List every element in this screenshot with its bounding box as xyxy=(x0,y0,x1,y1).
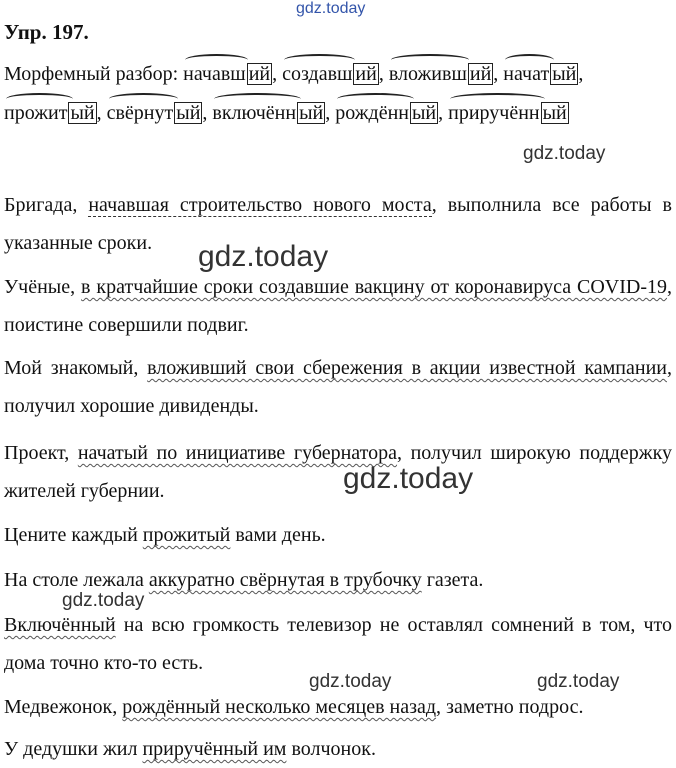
watermark: gdz.today xyxy=(309,671,392,692)
sentence-4: Проект, начатый по инициативе губернатора, получил широкую поддержку жителей губернии. xyxy=(4,442,673,502)
morph-word: начат ый xyxy=(503,62,578,86)
morph-word: создавш ий xyxy=(282,62,379,86)
watermark: gdz.today xyxy=(62,590,145,611)
watermark: gdz.today xyxy=(523,143,606,164)
morph-word: начавш ий xyxy=(183,62,272,86)
sentence-1: Бригада, начавшая строительство нового моста, выполнила все работы в указанные сроки. xyxy=(4,194,672,254)
morph-word: прожит ый xyxy=(4,101,97,125)
sentence-8: Медвежонок, рождённый несколько месяцев назад, заметно подрос. xyxy=(4,696,584,718)
sentence-6: На столе лежала аккуратно свёрнутая в трубочку газета. xyxy=(4,569,484,591)
morpheme-label: Морфемный разбор: xyxy=(4,63,179,85)
watermark: gdz.today xyxy=(537,671,620,692)
morph-word: приручённ ый xyxy=(448,101,569,125)
morph-word: вложивш ий xyxy=(389,62,493,86)
sentence-2: Учёные, в кратчайшие сроки создавшие вакцину от коронавируса COVID-19, поистине совершили подвиг. xyxy=(4,276,672,336)
morph-word: рождённ ый xyxy=(335,101,438,125)
morpheme-line-1: Морфемный разбор: начавш ий , создавш ий , вложивш ий , начат ый , xyxy=(4,62,583,86)
morpheme-line-2: прожит ый , свёрнут ый , включённ ый , рождённ ый , приручённ ый xyxy=(4,101,569,125)
sentence-9: У дедушки жил приручённый им волчонок. xyxy=(4,738,376,760)
morph-word: включённ ый xyxy=(212,101,325,125)
exercise-title: Упр. 197. xyxy=(4,20,89,44)
sentence-3: Мой знакомый, вложивший свои сбережения в акции известной кампании, получил хорошие дивиденды. xyxy=(4,357,672,417)
watermark-top: gdz.today xyxy=(296,0,366,17)
watermark: gdz.today xyxy=(198,240,329,273)
morph-word: свёрнут ый xyxy=(107,101,203,125)
sentence-7: Включённый на всю громкость телевизор не оставлял сомнений в том, что дома точно кто-то есть. xyxy=(4,614,672,674)
sentence-5: Цените каждый прожитый вами день. xyxy=(4,524,326,546)
watermark: gdz.today xyxy=(343,462,474,495)
